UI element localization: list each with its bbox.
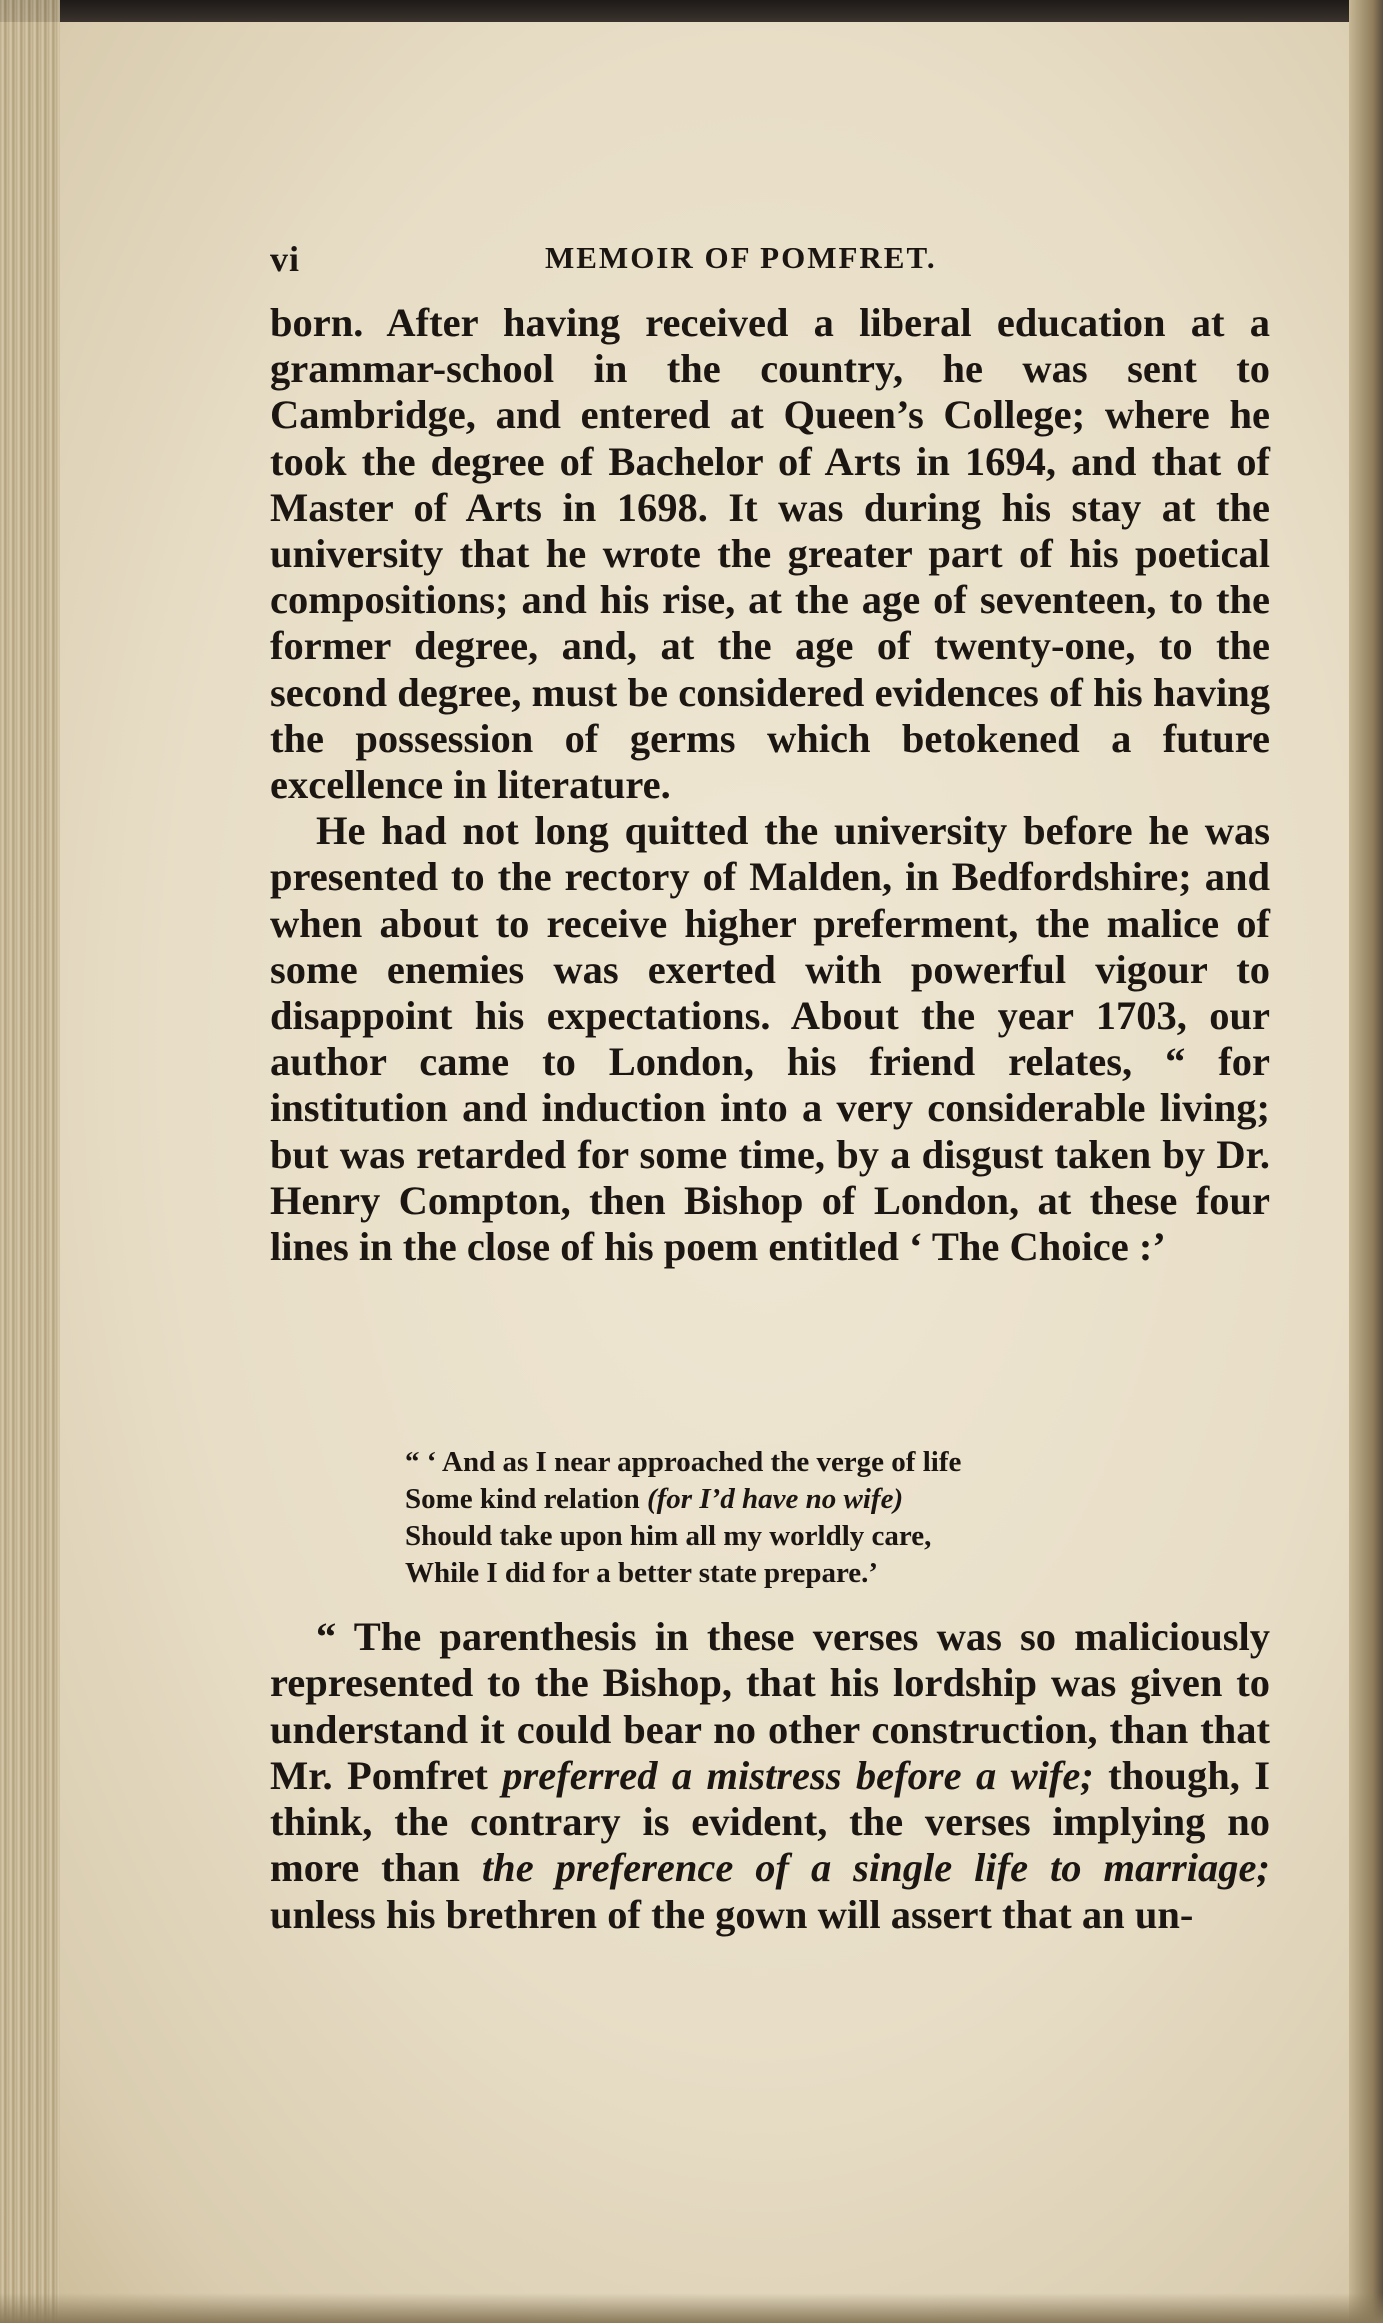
paragraph-2: He had not long quitted the university before he was presented to the rectory of Malden, in Bedfordshire; and when about to receive higher preferment, the malice of some enemies was exerted with powerful vigour to disappoint his expectations. About the year 1703, our author came to London, his friend relates, “ for institution and induction into a very considerable living; but was retarded for some time, by a disgust taken by Dr. Henry Compton, then Bishop of London, at these four lines in the close of his poem entitled ‘ The Choice :’ [270, 808, 1270, 1270]
paragraph-3-part-3: unless his brethren of the gown will assert that an un- [270, 1891, 1194, 1937]
page-number: vi [270, 239, 301, 279]
paragraph-3-part-1: “ The parenthesis in these verses was so maliciously represented to the Bishop, that his lordship was given to understand it could bear no other construction, than that Mr. Pomfret [270, 1614, 1270, 1798]
running-title: MEMOIR OF POMFRET. [545, 240, 937, 275]
page-right-edge [1349, 0, 1383, 2323]
body-text-upper [270, 300, 1270, 1270]
body-text-lower [270, 1614, 1270, 1938]
verse-quotation [405, 1444, 1145, 1592]
verse-line-1: “ ‘ And as I near approached the verge of life [405, 1446, 962, 1478]
paragraph-1: born. After having received a liberal education at a grammar-school in the country, he was sent to Cambridge, and entered at Queen’s College; where he took the degree of Bachelor of Arts in 1694, and that of Master of Arts in 1698. It was during his stay at the university that he wrote the greater part of his poetical compositions; and his rise, at the age of seventeen, to the former degree, and, at the age of twenty-one, to the second degree, must be considered evidences of his having the possession of germs which betokened a future excellence in literature. [270, 300, 1270, 808]
paragraph-3-italic-2: the preference of a single life to marriage; [481, 1845, 1271, 1891]
verse-line-4: While I did for a better state prepare.’ [405, 1557, 879, 1589]
page-bottom-edge [0, 2293, 1383, 2323]
paragraph-3-part-2: though, I think, the contrary is evident, the verses implying no more than [270, 1752, 1270, 1891]
paragraph-3-italic-1: preferred a mistress before a wife; [502, 1752, 1094, 1798]
page-gutter-edge [0, 0, 60, 2323]
paragraph-3 [270, 1614, 1270, 1938]
scan-top-border [0, 0, 1383, 22]
verse-line-2 [405, 1481, 1145, 1518]
verse-line-3: Should take upon him all my worldly care, [405, 1520, 932, 1552]
verse-line-2-italic: (for I’d have no wife) [646, 1483, 904, 1515]
running-header [270, 238, 1270, 288]
verse-line-2-start: Some kind relation [405, 1483, 647, 1515]
